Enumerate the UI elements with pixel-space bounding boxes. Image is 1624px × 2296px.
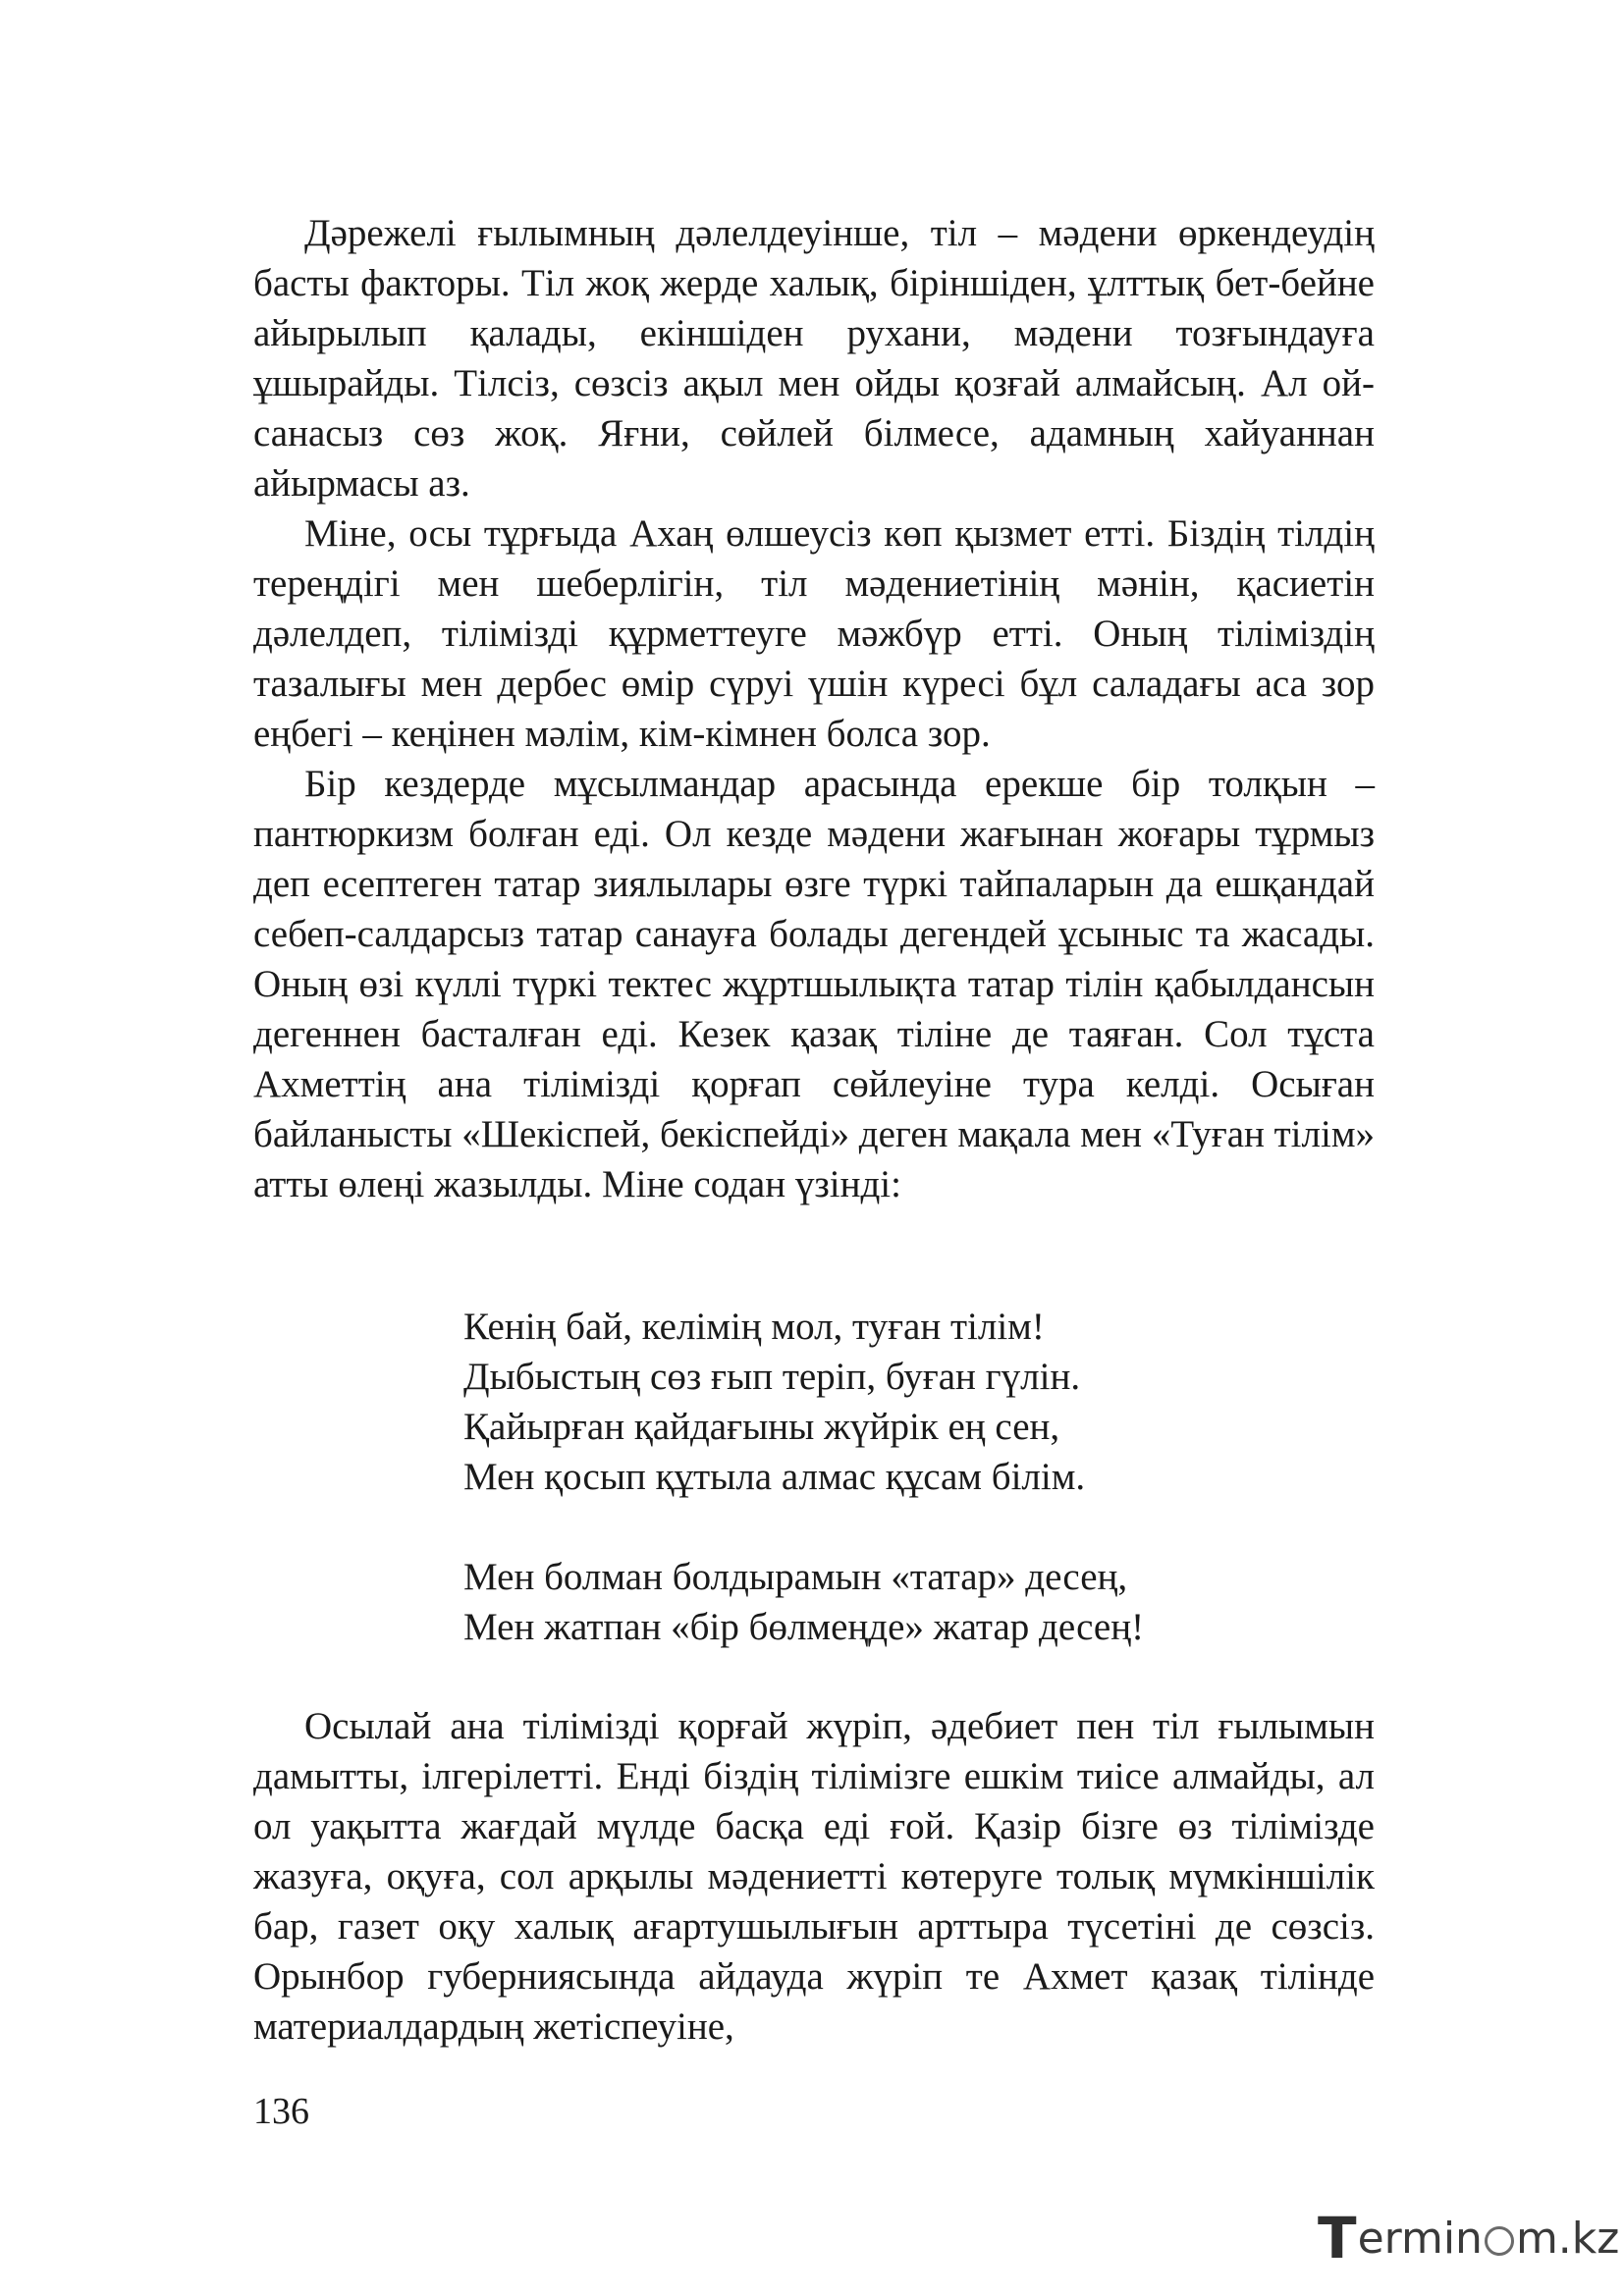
- paragraph: Міне, осы тұрғыда Ахаң өлшеусіз көп қызмет етті. Біздің тілдің тереңдігі мен шеберлігін, тіл мәдениетінің мәнін, қасиетін дәлелдеп, тілімізді құрметтеуге мәжбүр етті. Оның тіліміздің тазалығы мен дербес өмір сүруі үшін күресі бұл саладағы аса зор еңбегі – кеңінен мәлім, кім-кімнен болса зор.: [253, 512, 1375, 755]
- poem-line: Кенің бай, келімің мол, туған тілім!: [463, 1306, 1045, 1348]
- text-block-top: [253, 208, 1375, 1209]
- paragraph: Бір кездерде мұсылмандар арасында ерекше бір толқын – пантюркизм болған еді. Ол кезде мәдени жағынан жоғары тұрмыз деп есептеген татар зиялылары өзге түркі тайпаларын да ешқандай себеп-салдарсыз татар санауға болады дегендей ұсыныс та жасады. Оның өзі күллі түркі тектес жұртшылықта татар тілін қабылдансын дегеннен басталған еді. Кезек қазақ тіліне де таяған. Сол тұста Ахметтің ана тілімізді қорғап сөйлеуіне тура келді. Осыған байланысты «Шекіспей, бекіспейді» деген мақала мен «Туған тілім» атты өлеңі жазылды. Міне содан үзінді:: [253, 763, 1375, 1205]
- watermark-logo: [1318, 2205, 1620, 2271]
- poem-stanza: [463, 1552, 1144, 1652]
- poem-stanza: [463, 1302, 1144, 1502]
- poem-line: Дыбыстың сөз ғып теріп, буған гүлін.: [463, 1356, 1081, 1398]
- paragraph: Дәрежелі ғылымның дәлелдеуінше, тіл – мәдени өркендеудің басты факторы. Тіл жоқ жерде халық, біріншіден, ұлттық бет-бейне айырылып қалады, екіншіден рухани, мәдени тозғындауға ұшырайды. Тілсіз, сөзсіз ақыл мен ойды қозғай алмайсың. Ал ой-санасыз сөз жоқ. Яғни, сөйлей білмесе, адамның хайуаннан айырмасы аз.: [253, 212, 1375, 505]
- magnifier-icon: [1485, 2226, 1514, 2256]
- poem-line: Қайырған қайдағыны жүйрік ең сен,: [463, 1406, 1060, 1448]
- poem-line: Мен қосып құтыла алмас құсам білім.: [463, 1456, 1086, 1498]
- watermark-text: ermin: [1357, 2213, 1483, 2264]
- watermark-text: m.kz: [1515, 2213, 1620, 2264]
- page-number: 136: [253, 2091, 309, 2132]
- watermark-letter: T: [1318, 2205, 1357, 2271]
- poem-line: Мен болман болдырамын «татар» десең,: [463, 1556, 1128, 1598]
- poem-excerpt: [463, 1302, 1144, 1652]
- paragraph: Осылай ана тілімізді қорғай жүріп, әдебиет пен тіл ғылымын дамытты, ілгерілетті. Енді біздің тілімізге ешкім тиісе алмайды, ал ол уақытта жағдай мүлде басқа еді ғой. Қазір бізге өз тілімізде жазуға, оқуға, сол арқылы мәдениетті көтеруге толық мүмкіншілік бар, газет оқу халық ағартушылығын арттыра түсетіні де сөзсіз. Орынбор губерниясында айдауда жүріп те Ахмет қазақ тілінде материалдардың жетіспеуіне,: [253, 1705, 1375, 2048]
- text-block-bottom: [253, 1701, 1375, 2052]
- poem-line: Мен жатпан «бір бөлмеңде» жатар десең!: [463, 1606, 1145, 1648]
